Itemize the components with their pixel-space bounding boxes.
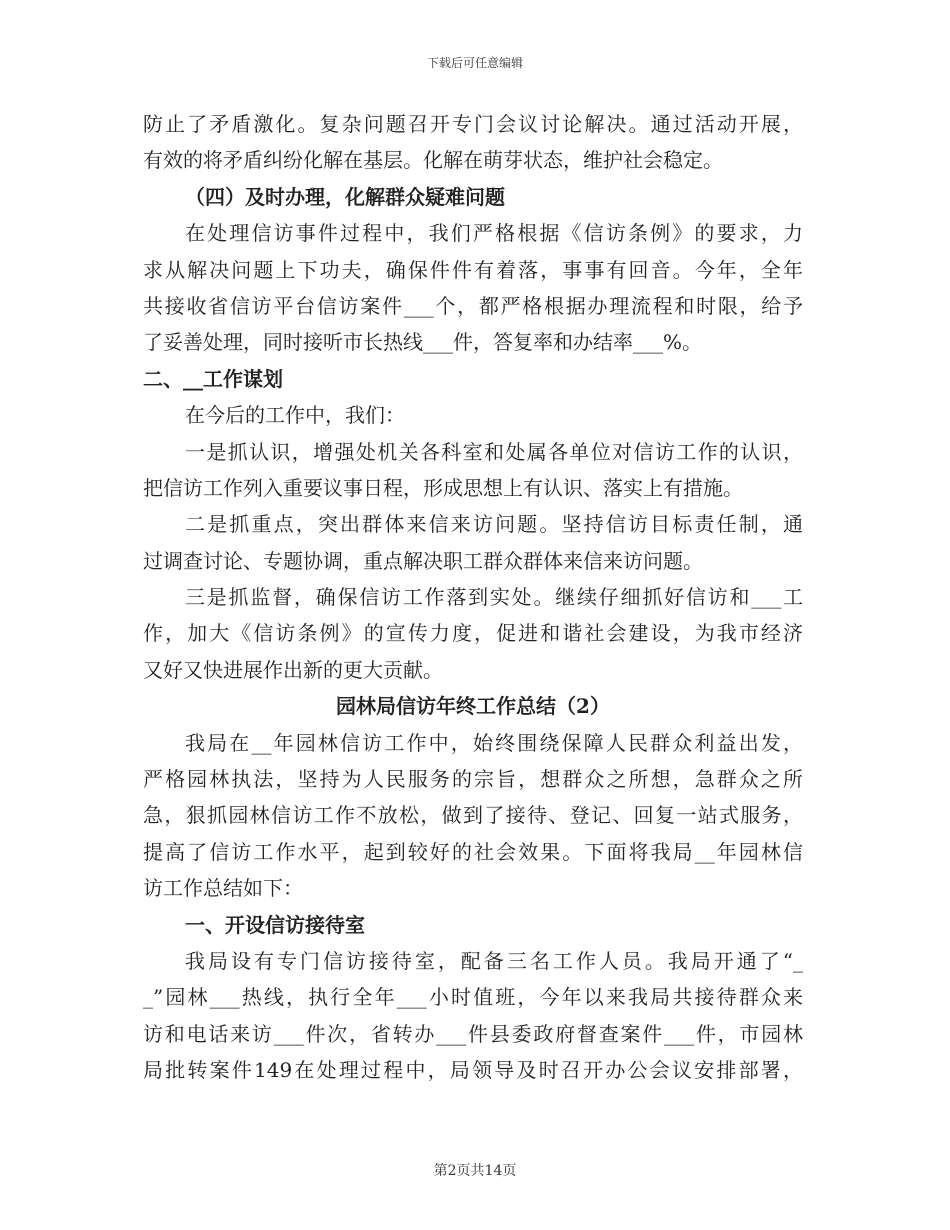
body-line: _”园林___热线，执行全年___小时值班，今年以来我局共接待群众来 [143, 985, 803, 1010]
body-line: 又好又快进展作出新的更大贡献。 [143, 657, 443, 682]
body-line: 提高了信访工作水平，起到较好的社会效果。下面将我局__年园林信 [143, 839, 803, 864]
body-line: 我局在__年园林信访工作中，始终围绕保障人民群众利益出发， [185, 730, 803, 755]
body-line: 三是抓监督，确保信访工作落到实处。继续仔细抓好信访和___工 [185, 585, 803, 610]
body-line: 访工作总结如下： [143, 876, 303, 901]
body-line: 共接收省信访平台信访案件___个，都严格根据办理流程和时限，给予 [143, 293, 803, 318]
body-line: 我局设有专门信访接待室，配备三名工作人员。我局开通了“_ [185, 948, 803, 973]
body-line: 把信访工作列入重要议事日程，形成思想上有认识、落实上有措施。 [143, 475, 743, 500]
body-line: 过调查讨论、专题协调，重点解决职工群众群体来信来访问题。 [143, 548, 703, 573]
page-header-note: 下载后可任意编辑 [426, 56, 523, 70]
body-line: 局批转案件149在处理过程中，局领导及时召开办公会议安排部署， [143, 1058, 803, 1083]
body-line: 防止了矛盾激化。复杂问题召开专门会议讨论解决。通过活动开展， [143, 112, 803, 136]
section-heading: （四）及时办理，化解群众疑难问题 [185, 184, 505, 209]
body-line: 在今后的工作中，我们： [185, 403, 405, 428]
section-heading: 一、开设信访接待室 [185, 912, 365, 937]
body-line: 二是抓重点，突出群体来信来访问题。坚持信访目标责任制，通 [185, 512, 803, 537]
page-footer-number: 第2页共14页 [433, 1163, 517, 1179]
body-line: 有效的将矛盾纠纷化解在基层。化解在萌芽状态，维护社会稳定。 [143, 148, 723, 173]
body-line: 了妥善处理，同时接听市长热线___件，答复率和办结率___%。 [143, 330, 703, 355]
document-body [143, 106, 803, 1089]
body-line: 急，狠抓园林信访工作不放松，做到了接待、登记、回复一站式服务， [143, 803, 803, 828]
section-heading: 二、__工作谋划 [143, 366, 283, 391]
body-line: 一是抓认识，增强处机关各科室和处属各单位对信访工作的认识， [185, 439, 803, 464]
body-line: 求从解决问题上下功夫，确保件件有着落，事事有回音。今年，全年 [143, 257, 803, 282]
body-line: 严格园林执法，坚持为人民服务的宗旨，想群众之所想，急群众之所 [143, 767, 803, 792]
body-line: 访和电话来访___件次，省转办___件县委政府督查案件___件，市园林 [143, 1021, 803, 1046]
document-title: 园林局信访年终工作总结（2） [336, 694, 610, 719]
body-line: 作，加大《信访条例》的宣传力度，促进和谐社会建设，为我市经济 [143, 621, 803, 646]
body-line: 在处理信访事件过程中，我们严格根据《信访条例》的要求，力 [185, 221, 803, 246]
